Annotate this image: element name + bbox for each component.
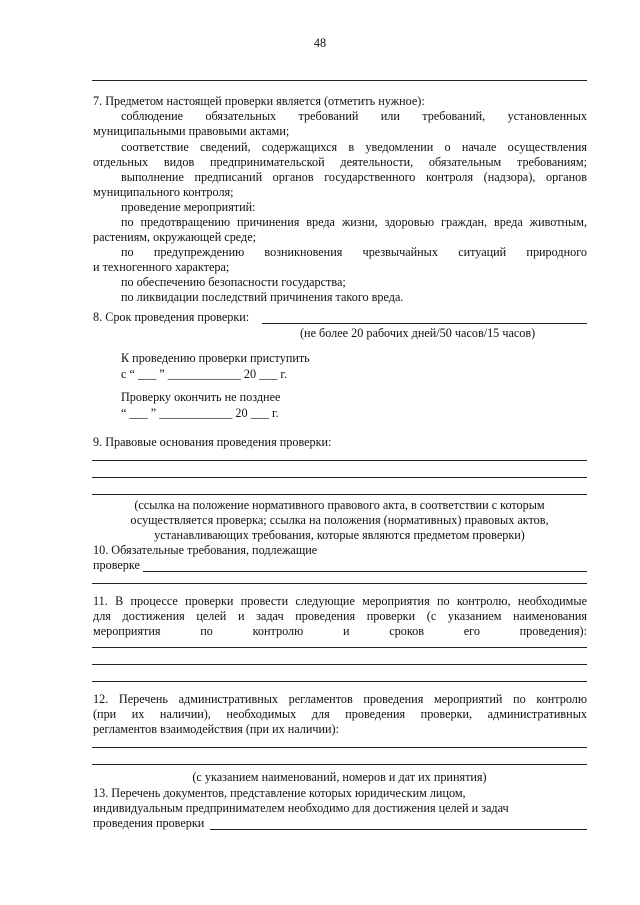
s13-line-3: проведения проверки: [93, 816, 205, 830]
s13-line-1: 13. Перечень документов, представление которых юридическим лицом,: [93, 786, 466, 800]
s8-term-note: (не более 20 рабочих дней/50 часов/15 часов): [300, 326, 536, 340]
s12-note: (с указанием наименований, номеров и дат их принятия): [192, 770, 487, 784]
s10-field-line-1[interactable]: [143, 571, 587, 572]
s9-field-line-1[interactable]: [92, 460, 587, 461]
s11-field-line-3[interactable]: [92, 681, 587, 682]
s11-line-3: мероприятия по контролю и сроков его проведения):: [93, 624, 587, 638]
s7-line-6: муниципального контроля;: [93, 185, 234, 199]
s9-note-2: осуществляется проверка; ссылка на положения (нормативных) правовых актов,: [130, 513, 549, 527]
s7-line-9: растениям, окружающей среде;: [93, 230, 257, 244]
s11-field-line-2[interactable]: [92, 664, 587, 665]
s13-field-line[interactable]: [210, 829, 587, 830]
s8-end-date[interactable]: “ ___ ” ____________ 20 ___ г.: [121, 406, 279, 420]
s10-field-line-2[interactable]: [92, 583, 587, 584]
s8-start-date[interactable]: с “ ___ ” ____________ 20 ___ г.: [121, 367, 288, 381]
s9-field-line-3[interactable]: [92, 494, 587, 495]
s7-line-1: соблюдение обязательных требований или требований, установленных: [121, 109, 587, 123]
s7-line-13: по ликвидации последствий причинения такого вреда.: [121, 290, 404, 304]
s11-line-2: для достижения целей и задач проведения проверки (с указанием наименования: [93, 609, 587, 623]
s8-start-label: К проведению проверки приступить: [121, 351, 310, 365]
s10-line-2: проверке: [93, 558, 140, 572]
top-rule: [92, 80, 587, 81]
s7-line-7: проведение мероприятий:: [121, 200, 256, 214]
s9-note-1: (ссылка на положение нормативного правового акта, в соответствии с которым: [134, 498, 545, 512]
s7-line-2: муниципальными правовыми актами;: [93, 124, 290, 138]
s9-note-3: устанавливающих требования, которые являются предметом проверки): [154, 528, 525, 542]
s11-field-line-1[interactable]: [92, 647, 587, 648]
s8-term-line[interactable]: [262, 323, 587, 324]
s7-line-12: по обеспечению безопасности государства;: [121, 275, 346, 289]
s12-line-1: 12. Перечень административных регламентов проведения мероприятий по контролю: [93, 692, 587, 706]
section-7-title: 7. Предметом настоящей проверки является (отметить нужное):: [93, 94, 425, 108]
section-9-title: 9. Правовые основания проведения проверки:: [93, 435, 332, 449]
s11-line-1: 11. В процессе проверки провести следующие мероприятия по контролю, необходимые: [93, 594, 587, 608]
section-8-title: 8. Срок проведения проверки:: [93, 310, 250, 324]
s12-line-2: (при их наличии), необходимых для проведения проверки, административных: [93, 707, 587, 721]
s7-line-8: по предотвращению причинения вреда жизни, здоровью граждан, вреда животным,: [121, 215, 587, 229]
s12-line-3: регламентов взаимодействия (при их наличии):: [93, 722, 339, 736]
s7-line-10: по предупреждению возникновения чрезвычайных ситуаций природного: [121, 245, 587, 259]
s9-field-line-2[interactable]: [92, 477, 587, 478]
s7-line-11: и техногенного характера;: [93, 260, 230, 274]
section-10-title: 10. Обязательные требования, подлежащие: [93, 543, 318, 557]
s13-line-2: индивидуальным предпринимателем необходимо для достижения целей и задач: [93, 801, 509, 815]
s7-line-4: отдельных видов предпринимательской деятельности, обязательным требованиям;: [93, 155, 587, 169]
s7-line-3: соответствие сведений, содержащихся в уведомлении о начале осуществления: [121, 140, 587, 154]
s12-field-line-2[interactable]: [92, 764, 587, 765]
s7-line-5: выполнение предписаний органов государственного контроля (надзора), органов: [121, 170, 587, 184]
s8-end-label: Проверку окончить не позднее: [121, 390, 281, 404]
s12-field-line-1[interactable]: [92, 747, 587, 748]
page-number: 48: [313, 36, 327, 50]
